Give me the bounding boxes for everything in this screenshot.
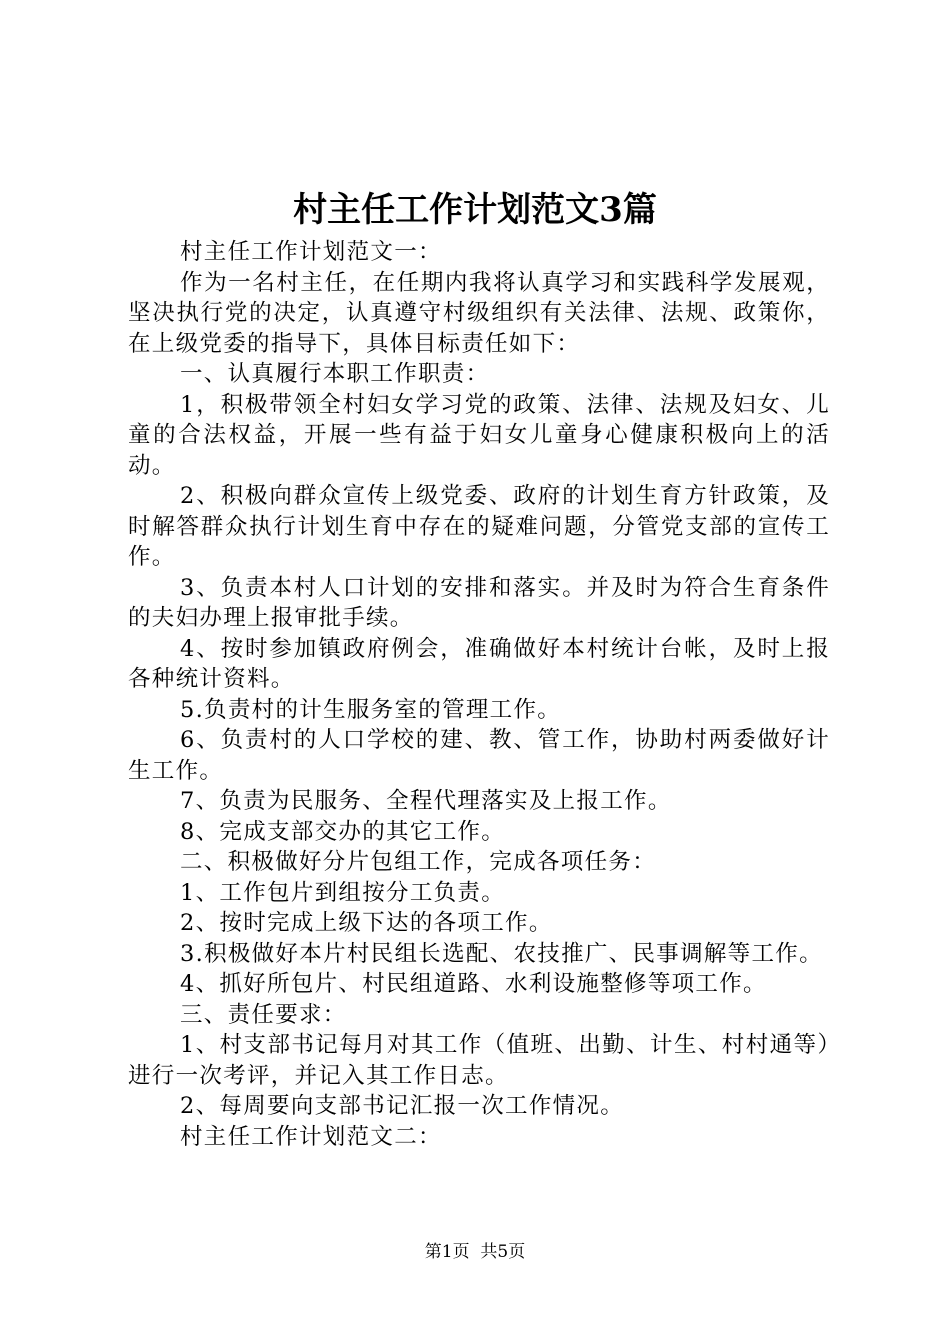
list-item: 3、负责本村人口计划的安排和落实。并及时为符合生育条件的夫妇办理上报审批手续。 xyxy=(128,574,830,631)
list-item: 6、负责村的人口学校的建、教、管工作，协助村两委做好计生工作。 xyxy=(128,727,830,784)
footer-spacer xyxy=(470,1242,481,1262)
page-number: 第1页 xyxy=(424,1242,470,1262)
section-heading-1: 一、认真履行本职工作职责： xyxy=(180,361,490,387)
list-item: 2、积极向群众宣传上级党委、政府的计划生育方针政策，及时解答群众执行计划生育中存在的疑难问题，分管党支部的宣传工作。 xyxy=(128,483,830,570)
list-item: 5.负责村的计生服务室的管理工作。 xyxy=(180,696,562,723)
list-item: 1，积极带领全村妇女学习党的政策、法律、法规及妇女、儿童的合法权益，开展一些有益于妇女儿童身心健康积极向上的活动。 xyxy=(128,391,830,479)
list-item: 4、抓好所包片、村民组道路、水利设施整修等项工作。 xyxy=(180,971,767,997)
list-item: 4、按时参加镇政府例会，准确做好本村统计台帐，及时上报各种统计资料。 xyxy=(128,635,830,692)
paragraph-heading-2: 村主任工作计划范文二： xyxy=(180,1123,442,1150)
list-item: 2、按时完成上级下达的各项工作。 xyxy=(180,910,553,936)
document-title: 村主任工作计划范文3篇 xyxy=(293,190,657,230)
paragraph-intro: 作为一名村主任，在任期内我将认真学习和实践科学发展观，坚决执行党的决定，认真遵守村级组织有关法律、法规、政策你，在上级党委的指导下，具体目标责任如下： xyxy=(128,269,830,357)
section-heading-3: 三、责任要求： xyxy=(180,1001,347,1028)
list-item: 8、完成支部交办的其它工作。 xyxy=(180,818,506,845)
list-item: 1、工作包片到组按分工负责。 xyxy=(180,879,506,906)
list-item: 2、每周要向支部书记汇报一次工作情况。 xyxy=(180,1093,625,1119)
page-footer xyxy=(0,1240,950,1264)
section-heading-2: 二、积极做好分片包组工作，完成各项任务： xyxy=(180,849,657,875)
list-item: 3.积极做好本片村民组长选配、农技推广、民事调解等工作。 xyxy=(180,940,823,967)
document-body xyxy=(128,237,830,1152)
list-item: 1、村支部书记每月对其工作（值班、出勤、计生、村村通等）进行一次考评，并记入其工作日志。 xyxy=(128,1032,830,1089)
list-item: 7、负责为民服务、全程代理落实及上报工作。 xyxy=(180,788,672,814)
paragraph-heading-1: 村主任工作计划范文一： xyxy=(180,239,442,265)
page-total: 共5页 xyxy=(480,1242,526,1262)
